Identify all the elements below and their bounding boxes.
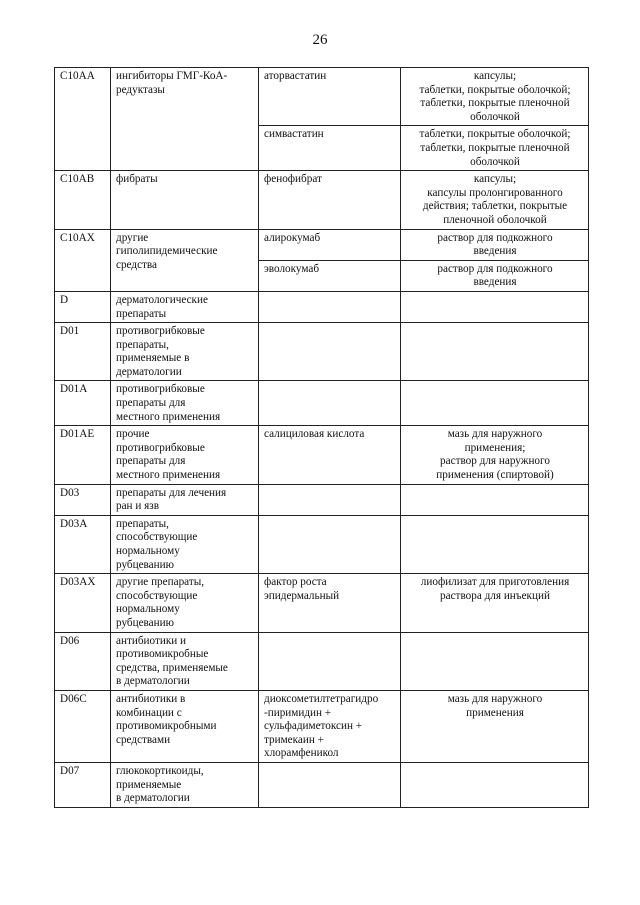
atc-code-cell — [55, 426, 111, 484]
group-name-cell — [111, 632, 259, 690]
atc-code-cell — [55, 68, 111, 171]
drug-name-cell — [259, 515, 401, 573]
dosage-form-cell — [401, 515, 589, 573]
drug-name: аторвастатин — [264, 70, 327, 82]
dosage-form: мазь для наружного применения; раствор для наружного применения (спиртовой) — [436, 428, 554, 482]
drug-name-cell — [259, 323, 401, 381]
dosage-form-cell — [401, 229, 589, 260]
atc-code: C10AX — [60, 231, 95, 244]
group-name-cell — [111, 515, 259, 573]
drug-name-cell — [259, 291, 401, 322]
table-row — [55, 68, 589, 126]
dosage-form-cell — [401, 323, 589, 381]
group-name: противогрибковые препараты для местного применения — [116, 383, 221, 423]
drug-name: эволокумаб — [264, 262, 320, 275]
dosage-form-cell — [401, 260, 589, 291]
table-row — [55, 690, 589, 762]
dosage-form: раствор для подкожного введения — [437, 231, 553, 258]
atc-code-cell — [55, 515, 111, 573]
group-name-cell — [111, 574, 259, 632]
atc-code-cell — [55, 323, 111, 381]
atc-code: C10AA — [60, 70, 95, 82]
table-row — [55, 632, 589, 690]
atc-code: D — [60, 293, 69, 306]
drug-name-cell — [259, 171, 401, 229]
atc-code-cell — [55, 632, 111, 690]
drug-name-cell — [259, 690, 401, 762]
drug-name-cell — [259, 381, 401, 426]
atc-code-cell — [55, 762, 111, 807]
group-name: ингибиторы ГМГ-КоА- редуктазы — [116, 70, 228, 96]
atc-code-cell — [55, 690, 111, 762]
group-name-cell — [111, 68, 259, 171]
dosage-form-cell — [401, 171, 589, 229]
dosage-form-cell — [401, 690, 589, 762]
group-name: препараты, способствующие нормальному рубцеванию — [116, 517, 198, 571]
drug-name-cell — [259, 574, 401, 632]
drug-name-cell — [259, 632, 401, 690]
dosage-form-cell — [401, 291, 589, 322]
drug-name-cell — [259, 126, 401, 171]
group-name: глюкокортикоиды, применяемые в дерматологии — [116, 764, 204, 805]
drug-name-cell — [259, 229, 401, 260]
page-number: 26 — [312, 32, 328, 48]
group-name-cell — [111, 426, 259, 484]
dosage-form-cell — [401, 426, 589, 484]
table-row — [55, 574, 589, 632]
group-name-cell — [111, 762, 259, 807]
dosage-form-cell — [401, 126, 589, 171]
drug-table — [54, 67, 589, 808]
atc-code: D06 — [60, 634, 80, 647]
dosage-form-cell — [401, 632, 589, 690]
atc-code: D01AE — [60, 428, 95, 441]
atc-code: D06C — [60, 692, 87, 705]
drug-name: фенофибрат — [264, 173, 322, 186]
group-name: дерматологические препараты — [116, 293, 208, 320]
atc-code-cell — [55, 574, 111, 632]
group-name: другие гиполипидемические средства — [116, 231, 218, 271]
group-name: препараты для лечения ран и язв — [116, 486, 227, 513]
group-name-cell — [111, 171, 259, 229]
atc-code: D01A — [60, 383, 88, 396]
table-row — [55, 426, 589, 484]
dosage-form: мазь для наружного применения — [447, 692, 543, 719]
table-row — [55, 323, 589, 381]
drug-name: алирокумаб — [264, 231, 321, 244]
dosage-form-cell — [401, 68, 589, 126]
atc-code: D01 — [60, 325, 80, 338]
drug-name-cell — [259, 426, 401, 484]
group-name-cell — [111, 484, 259, 515]
atc-code: D03A — [60, 517, 88, 530]
group-name: антибиотики и противомикробные средства, применяемые в дерматологии — [116, 634, 228, 688]
group-name: антибиотики в комбинации с противомикробными средствами — [116, 692, 217, 746]
dosage-form-cell — [401, 381, 589, 426]
group-name: фибраты — [116, 173, 158, 186]
table-row — [55, 515, 589, 573]
atc-code-cell — [55, 291, 111, 322]
table-row — [55, 484, 589, 515]
group-name: другие препараты, способствующие нормальному рубцеванию — [116, 576, 205, 629]
table-row — [55, 291, 589, 322]
group-name: противогрибковые препараты, применяемые в дерматологии — [116, 325, 205, 378]
drug-name-cell — [259, 260, 401, 291]
atc-code-cell — [55, 381, 111, 426]
group-name-cell — [111, 381, 259, 426]
atc-code: D03 — [60, 486, 80, 499]
table-body — [55, 68, 589, 808]
group-name-cell — [111, 690, 259, 762]
atc-code: D07 — [60, 764, 80, 777]
drug-name: симвастатин — [264, 128, 324, 141]
dosage-form: лиофилизат для приготовления раствора для инъекций — [420, 576, 570, 602]
table-row — [55, 229, 589, 260]
atc-code: C10AB — [60, 173, 95, 186]
dosage-form-cell — [401, 484, 589, 515]
drug-name-cell — [259, 762, 401, 807]
group-name: прочие противогрибковые препараты для местного применения — [116, 428, 221, 482]
group-name-cell — [111, 229, 259, 291]
atc-code-cell — [55, 229, 111, 291]
drug-name-cell — [259, 484, 401, 515]
drug-name: фактор роста эпидермальный — [264, 576, 340, 602]
drug-name: диоксометилтетрагидро -пиримидин + сульфадиметоксин + тримекаин + хлорамфеникол — [264, 692, 379, 760]
dosage-form-cell — [401, 574, 589, 632]
atc-code-cell — [55, 484, 111, 515]
dosage-form: капсулы; таблетки, покрытые оболочкой; таблетки, покрытые пленочной оболочкой — [419, 70, 571, 123]
atc-code: D03AX — [60, 576, 96, 589]
drug-name-cell — [259, 68, 401, 126]
dosage-form: таблетки, покрытые оболочкой; таблетки, покрытые пленочной оболочкой — [419, 128, 571, 168]
atc-code-cell — [55, 171, 111, 229]
dosage-form: раствор для подкожного введения — [437, 262, 553, 289]
table-row — [55, 762, 589, 807]
drug-name: салициловая кислота — [264, 428, 365, 441]
dosage-form-cell — [401, 762, 589, 807]
group-name-cell — [111, 323, 259, 381]
table-row — [55, 381, 589, 426]
table-row — [55, 171, 589, 229]
dosage-form: капсулы; капсулы пролонгированного действия; таблетки, покрытые пленочной оболочкой — [422, 173, 568, 226]
group-name-cell — [111, 291, 259, 322]
